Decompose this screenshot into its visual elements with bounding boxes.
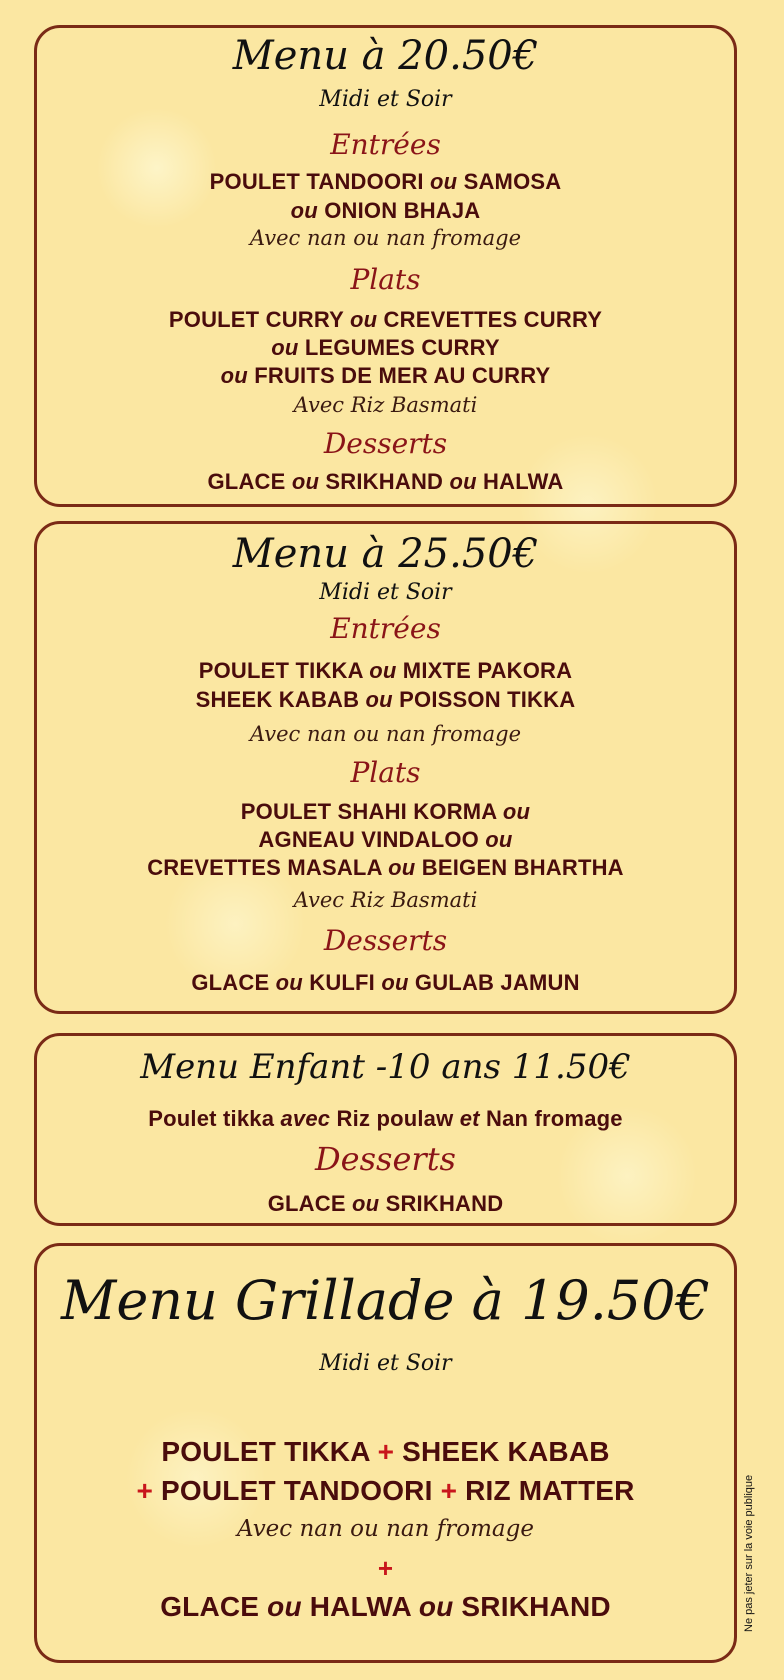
menu-enfant-card bbox=[34, 1033, 737, 1226]
plats-line: ou FRUITS DE MER AU CURRY bbox=[220, 363, 551, 388]
menu-subtitle: Midi et Soir bbox=[319, 87, 452, 112]
menu-title: Menu à 25.50€ bbox=[232, 531, 539, 577]
menu-20-50-card bbox=[34, 25, 737, 507]
accompaniment-text: Avec nan ou nan fromage bbox=[237, 1516, 534, 1542]
accompaniment-text: Avec nan ou nan fromage bbox=[249, 226, 522, 250]
plats-line: ou LEGUMES CURRY bbox=[271, 335, 500, 360]
desserts-line: GLACE ou SRIKHAND ou HALWA bbox=[207, 469, 564, 494]
desserts-heading: Desserts bbox=[323, 427, 448, 460]
plus-sign: + bbox=[377, 1553, 394, 1583]
entrees-line: SHEEK KABAB ou POISSON TIKKA bbox=[195, 687, 576, 712]
plats-line: AGNEAU VINDALOO ou bbox=[258, 827, 513, 852]
desserts-line: GLACE ou HALWA ou SRIKHAND bbox=[160, 1591, 611, 1622]
menu-title: Menu Enfant -10 ans 11.50€ bbox=[140, 1047, 631, 1087]
entrees-line: ou ONION BHAJA bbox=[290, 198, 481, 223]
entrees-heading: Entrées bbox=[330, 612, 441, 645]
grillade-line: + POULET TANDOORI + RIZ MATTER bbox=[136, 1475, 635, 1506]
entrees-line: POULET TANDOORI ou SAMOSA bbox=[209, 169, 562, 194]
desserts-line: GLACE ou KULFI ou GULAB JAMUN bbox=[191, 970, 580, 995]
plats-line: POULET CURRY ou CREVETTES CURRY bbox=[168, 307, 603, 332]
accompaniment-text: Avec nan ou nan fromage bbox=[249, 722, 522, 746]
entrees-heading: Entrées bbox=[330, 128, 441, 161]
desserts-line: GLACE ou SRIKHAND bbox=[267, 1191, 504, 1216]
menu-title: Menu Grillade à 19.50€ bbox=[61, 1269, 710, 1332]
menu-grillade-card bbox=[34, 1243, 737, 1663]
menu-title: Menu à 20.50€ bbox=[232, 33, 539, 79]
plats-line: POULET SHAHI KORMA ou bbox=[240, 799, 531, 824]
accompaniment-text: Avec Riz Basmati bbox=[293, 888, 478, 912]
menu-25-50-card bbox=[34, 521, 737, 1014]
desserts-heading: Desserts bbox=[315, 1140, 456, 1178]
entrees-line: POULET TIKKA ou MIXTE PAKORA bbox=[198, 658, 573, 683]
plats-heading: Plats bbox=[350, 756, 421, 789]
plats-line: CREVETTES MASALA ou BEIGEN BHARTHA bbox=[147, 855, 624, 880]
accompaniment-text: Avec Riz Basmati bbox=[293, 393, 478, 417]
side-note: Ne pas jeter sur la voie publique bbox=[743, 1474, 755, 1632]
menu-subtitle: Midi et Soir bbox=[319, 580, 452, 605]
menu-subtitle: Midi et Soir bbox=[319, 1351, 452, 1376]
kids-main-line: Poulet tikka avec Riz poulaw et Nan fromage bbox=[148, 1106, 623, 1131]
desserts-heading: Desserts bbox=[323, 924, 448, 957]
grillade-line: POULET TIKKA + SHEEK KABAB bbox=[161, 1436, 610, 1467]
plats-heading: Plats bbox=[350, 263, 421, 296]
